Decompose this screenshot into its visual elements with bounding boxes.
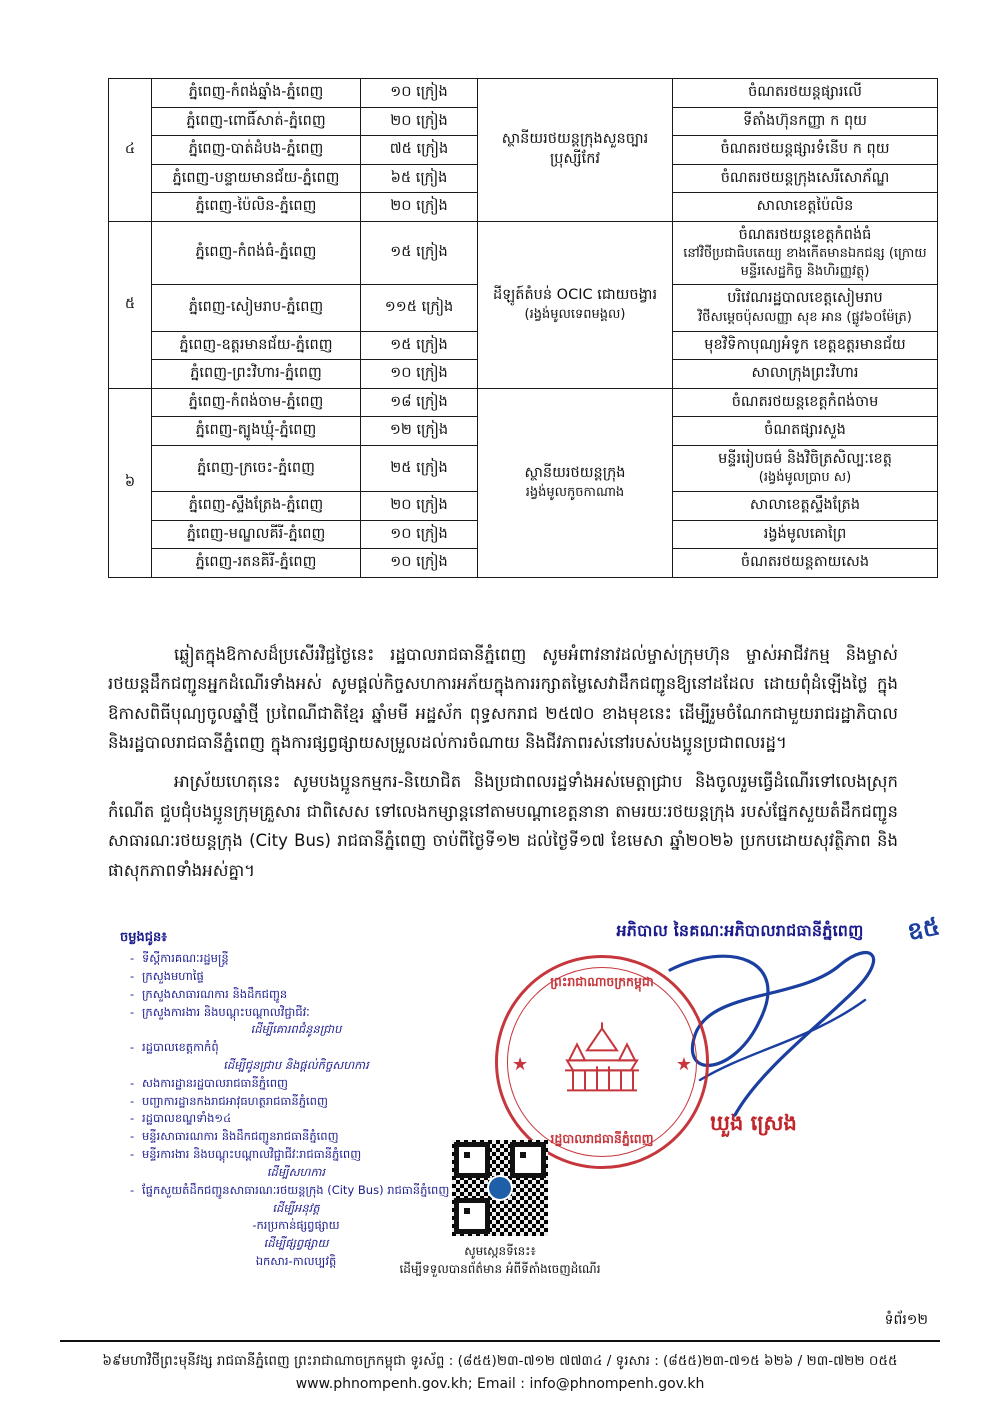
temple-emblem-icon <box>547 1020 657 1100</box>
route-name: ភ្នំពេញ-រតនគិរី-ភ្នំពេញ <box>152 549 361 578</box>
signature-mark: ឧ៥ <box>904 912 943 947</box>
destination: ចំណតផ្សារសួង <box>673 417 938 446</box>
list-item: - ក្រសួងសាធារណការ និងដឹកជញ្ជូន <box>130 986 450 1004</box>
stamp-bottom-text: រដ្ឋបាលរាជធានីភ្នំពេញ <box>550 1131 654 1146</box>
routes-table <box>108 78 938 578</box>
route-count: ១១៥ ក្រៀង <box>361 285 478 331</box>
station-label: ស្ថានីយរថយន្តក្រុងសួនច្បារប្រុស្សីកែវ <box>501 131 649 167</box>
group-index: ៥ <box>109 221 152 388</box>
route-name: ភ្នំពេញ-បាត់ដំបង-ភ្នំពេញ <box>152 136 361 165</box>
destination: ចំណតរថយន្តផ្សារលើ <box>673 79 938 108</box>
station-label: ដីឡូត៍តំបន់ OCIC ជោយចង្វារ <box>492 287 658 304</box>
route-count: ២០ ក្រៀង <box>361 193 478 222</box>
list-item: - ក្រសួងមហាផ្ទៃ <box>130 968 450 986</box>
distribution-title: ចម្លងជូន៖ <box>120 930 167 945</box>
list-note: ដើម្បីគោរពជំនូនជ្រាប <box>250 1022 342 1037</box>
route-count: ១០ ក្រៀង <box>361 360 478 389</box>
qr-finder-icon <box>454 1198 490 1234</box>
route-name: ភ្នំពេញ-ក្រចេះ-ភ្នំពេញ <box>152 445 361 491</box>
destination: សាលាខេត្តប៉ៃលិន <box>673 193 938 222</box>
route-name: ភ្នំពេញ-កំពង់ចាម-ភ្នំពេញ <box>152 388 361 417</box>
routes-table-wrapper <box>108 78 927 578</box>
route-name: ភ្នំពេញ-សៀមរាប-ភ្នំពេញ <box>152 285 361 331</box>
destination-sublabel: នៅវិថីប្រជាធិបតេយ្យ ខាងកើតមានឯកជន្ស (ក្រោយមន្ទីរសេដ្ឋកិច្ច និងហិរញ្ញវត្ថុ) <box>683 246 927 279</box>
route-count: ២០ ក្រៀង <box>361 491 478 520</box>
destination: ចំណតរថយន្តក្រុងសេរីសោភ័ណ្ឌ <box>673 164 938 193</box>
destination: ទីតាំងហ៊ុនកញ្ញា ក ពុយ <box>673 107 938 136</box>
route-count: ១០ ក្រៀង <box>361 549 478 578</box>
page-number: ទំព័រ១២ <box>884 1312 928 1328</box>
list-item: - ទីស្តីការគណៈរដ្ឋមន្ត្រី <box>130 950 450 968</box>
destination: រង្វង់មូលគោព្រៃ <box>673 520 938 549</box>
route-count: ៧៥ ក្រៀង <box>361 136 478 165</box>
destination: ចំណតរថយន្តខេត្តកំពង់ចាម <box>673 388 938 417</box>
list-item: - សងការដ្ឋានរដ្ឋបាលរាជធានីភ្នំពេញ <box>130 1075 450 1093</box>
stamp-top-text: ព្រះរាជាណាចក្រកម្ពុជា <box>550 974 654 989</box>
list-item: - ក្រសួងការងារ និងបណ្តុះបណ្តាលវិជ្ជាជីវៈ <box>130 1004 450 1022</box>
archive-prefix: -ករប្រកាន់ផ្សព្វផ្សាយ <box>252 1218 340 1233</box>
destination: ចំណតរថយន្តផ្សារទំនើប ក ពុយ <box>673 136 938 165</box>
qr-finder-icon <box>510 1142 546 1178</box>
route-count: ១០ ក្រៀង <box>361 79 478 108</box>
route-count: ១០ ក្រៀង <box>361 520 478 549</box>
destination-label: ចំណតរថយន្តខេត្តកំពង់ធំ <box>738 226 872 243</box>
station-name <box>478 388 673 577</box>
list-item: - រដ្ឋបាលខណ្ឌទាំង១៤ <box>130 1110 450 1128</box>
list-item: - បញ្ជាការដ្ឋានកងរាជអាវុធហត្ថរាជធានីភ្នំពេញ <box>130 1093 450 1111</box>
route-name: ភ្នំពេញ-បន្ទាយមានជ័យ-ភ្នំពេញ <box>152 164 361 193</box>
group-index: ៤ <box>109 79 152 222</box>
star-icon: ★ <box>512 1054 529 1075</box>
footer-web: www.phnompenh.gov.kh; Email : info@phnompenh.gov.kh <box>295 1375 705 1392</box>
route-name: ភ្នំពេញ-មណ្ឌលគីរី-ភ្នំពេញ <box>152 520 361 549</box>
destination-label: បរិវេណរដ្ឋបាលខេត្តសៀមរាប <box>727 290 883 307</box>
destination <box>673 285 938 331</box>
body-text <box>108 640 898 895</box>
qr-code[interactable] <box>452 1140 548 1236</box>
paragraph-2: អាស្រ័យហេតុនេះ សូមបងប្អូនកម្មករ-និយោជិត និងប្រជាពលរដ្ឋទាំងអស់មេត្តាជ្រាប និងចូលរួមធ្វើដំណើរទៅលេងស្រុកកំណើត ជួបជុំបងប្អូនក្រុមគ្រួសារ ជាពិសេស ទៅលេងកម្សាន្តនៅតាមបណ្តាខេត្តនានា តាមរយៈរថយន្តក្រុង របស់ផ្នែកសួយតំដឹកជញ្ជូនសាធារណៈរថយន្តក្រុង (City Bus) រាជធានីភ្នំពេញ ចាប់ពីថ្ងៃទី១២ ដល់ថ្ងៃទី១៧ ខែមេសា ឆ្នាំ២០២៦ ប្រកបដោយសុវត្ថិភាព និងផាសុកភាពទាំងអស់គ្នា។ <box>108 772 898 880</box>
route-count: ១៥ ក្រៀង <box>361 331 478 360</box>
station-label: ស្ថានីយរថយន្តក្រុង <box>524 465 626 482</box>
destination-sublabel: (រង្វង់មូលប្រាប ស) <box>758 470 852 486</box>
route-name: ភ្នំពេញ-ត្បូងឃ្មុំ-ភ្នំពេញ <box>152 417 361 446</box>
qr-caption-line-1: សូមស្កេនទីនេះ៖ <box>464 1244 536 1258</box>
archive-item: ឯកសារ-កាលប្បវត្តិ <box>255 1253 337 1268</box>
station-sublabel: (រង្វង់មូលទេពមង្គល) <box>524 306 626 322</box>
destination <box>673 221 938 285</box>
qr-area <box>390 1140 610 1278</box>
official-stamp <box>495 955 709 1169</box>
footer-address: ៦៩មហាវិថីព្រះមុនីវង្ស រាជធានីភ្នំពេញ ព្រះរាជាណាចក្រកម្ពុជា ទូរស័ព្ទ : (៨៥៥)២៣-៧១២ ៧៧៣៤ / ទូរសារ : (៨៥៥)២៣-៧១៥ ៦២៦ / ២៣-៧២២ ០៥៥ <box>102 1353 898 1369</box>
table-row <box>109 79 938 108</box>
route-name: ភ្នំពេញ-ស្ទឹងត្រែង-ភ្នំពេញ <box>152 491 361 520</box>
route-name: ភ្នំពេញ-ប៉ៃលិន-ភ្នំពេញ <box>152 193 361 222</box>
destination-label: មន្ទីររៀបធម៌ និងវិចិត្រសិល្បៈខេត្ត <box>718 450 892 467</box>
route-name: ភ្នំពេញ-កំពង់ឆ្នាំង-ភ្នំពេញ <box>152 79 361 108</box>
star-icon: ★ <box>675 1054 692 1075</box>
list-note: ដើម្បីផ្សព្វផ្សាយ <box>263 1236 329 1251</box>
route-count: ២៥ ក្រៀង <box>361 445 478 491</box>
station-name <box>478 221 673 388</box>
table-row <box>109 221 938 285</box>
route-count: ១៥ ក្រៀង <box>361 221 478 285</box>
group-index: ៦ <box>109 388 152 577</box>
list-note: ដើម្បីសហការ <box>266 1164 326 1179</box>
list-note: ដើម្បីអនុវត្ត <box>272 1200 320 1215</box>
station-name <box>478 79 673 222</box>
qr-caption <box>390 1242 610 1278</box>
route-count: ១២ ក្រៀង <box>361 417 478 446</box>
qr-finder-icon <box>454 1142 490 1178</box>
route-count: ២០ ក្រៀង <box>361 107 478 136</box>
qr-caption-line-2: ដើម្បីទទួលបានព័ត៌មាន អំពីទីតាំងចេញដំណើរ <box>399 1262 601 1276</box>
route-name: ភ្នំពេញ-ពោធិ៍សាត់-ភ្នំពេញ <box>152 107 361 136</box>
destination: មុខវិទិកាបុណ្យអំទូក ខេត្តឧត្តរមានជ័យ <box>673 331 938 360</box>
route-count: ១៨ ក្រៀង <box>361 388 478 417</box>
list-item: - មន្ទីរការងារ និងបណ្តុះបណ្តាលវិជ្ជាជីវៈរាជធានីភ្នំពេញ <box>130 1146 450 1164</box>
destination: សាលាខេត្តស្ទឹងត្រែង <box>673 491 938 520</box>
signature-title: អភិបាល នៃគណៈអភិបាលរាជធានីភ្នំពេញ <box>616 921 864 940</box>
list-item: - ផ្នែកសួយតំដឹកជញ្ជូនសាធារណៈរថយន្តក្រុង (City Bus) រាជធានីភ្នំពេញ <box>130 1182 450 1200</box>
page-footer <box>60 1340 940 1397</box>
list-item: - មន្ទីរសាធារណការ និងដឹកជញ្ជូនរាជធានីភ្នំពេញ <box>130 1128 450 1146</box>
destination-sublabel: វិថីសម្តេចប៉ុសលញ្ញា សុខ អាន (ផ្លូវ៦០ម៉ែត្រ) <box>698 310 912 326</box>
list-note: ដើម្បីជូនជ្រាប និងផ្តល់កិច្ចសហការ <box>223 1058 369 1073</box>
table-row <box>109 388 938 417</box>
destination: សាលាក្រុងព្រះវិហារ <box>673 360 938 389</box>
route-count: ៦៥ ក្រៀង <box>361 164 478 193</box>
station-sublabel: រង្វង់មូលកូចកាណាង <box>525 484 625 500</box>
destination: ចំណតរថយន្តតាយសេង <box>673 549 938 578</box>
route-name: ភ្នំពេញ-ឧត្តរមានជ័យ-ភ្នំពេញ <box>152 331 361 360</box>
qr-logo-icon <box>487 1175 513 1201</box>
paragraph-1: ឆ្លៀតក្នុងឱកាសដ៏ប្រសើរវិជ្ជថ្ងៃនេះ រដ្ឋបាលរាជធានីភ្នំពេញ សូមអំពាវនាវដល់ម្ចាស់ក្រុមហ៊ុន ម្ចាស់អាជីវកម្ម និងម្ចាស់រថយន្តដឹកជញ្ជូនអ្នកដំណើរទាំងអស់ សូមផ្តល់កិច្ចសហការអភ័យក្នុងការរក្សាតម្លៃសេវាដឹកជញ្ជូនឱ្យនៅដដែល ដោយពុំដំឡើងថ្លៃ ក្នុងឱកាសពិធីបុណ្យចូលឆ្នាំថ្មី ប្រពៃណីជាតិខ្មែរ ឆ្នាំមមី អដ្ឋស័ក ពុទ្ធសករាជ ២៥៧០ ខាងមុខនេះ ដើម្បីរួមចំណែកជាមួយរាជរដ្ឋាភិបាល និងរដ្ឋបាលរាជធានីភ្នំពេញ ក្នុងការផ្សព្វផ្សាយសម្រួលដល់ការចំណាយ និងជីវភាពរស់នៅរបស់បងប្អូនប្រជាពលរដ្ឋ។ <box>108 645 898 753</box>
route-name: ភ្នំពេញ-ព្រះវិហារ-ភ្នំពេញ <box>152 360 361 389</box>
signatory-name: ឃួង ស្រេង <box>710 1111 797 1135</box>
route-name: ភ្នំពេញ-កំពង់ធំ-ភ្នំពេញ <box>152 221 361 285</box>
destination <box>673 445 938 491</box>
list-item: - រដ្ឋបាលខេត្តកាកំពុំ <box>130 1039 450 1057</box>
